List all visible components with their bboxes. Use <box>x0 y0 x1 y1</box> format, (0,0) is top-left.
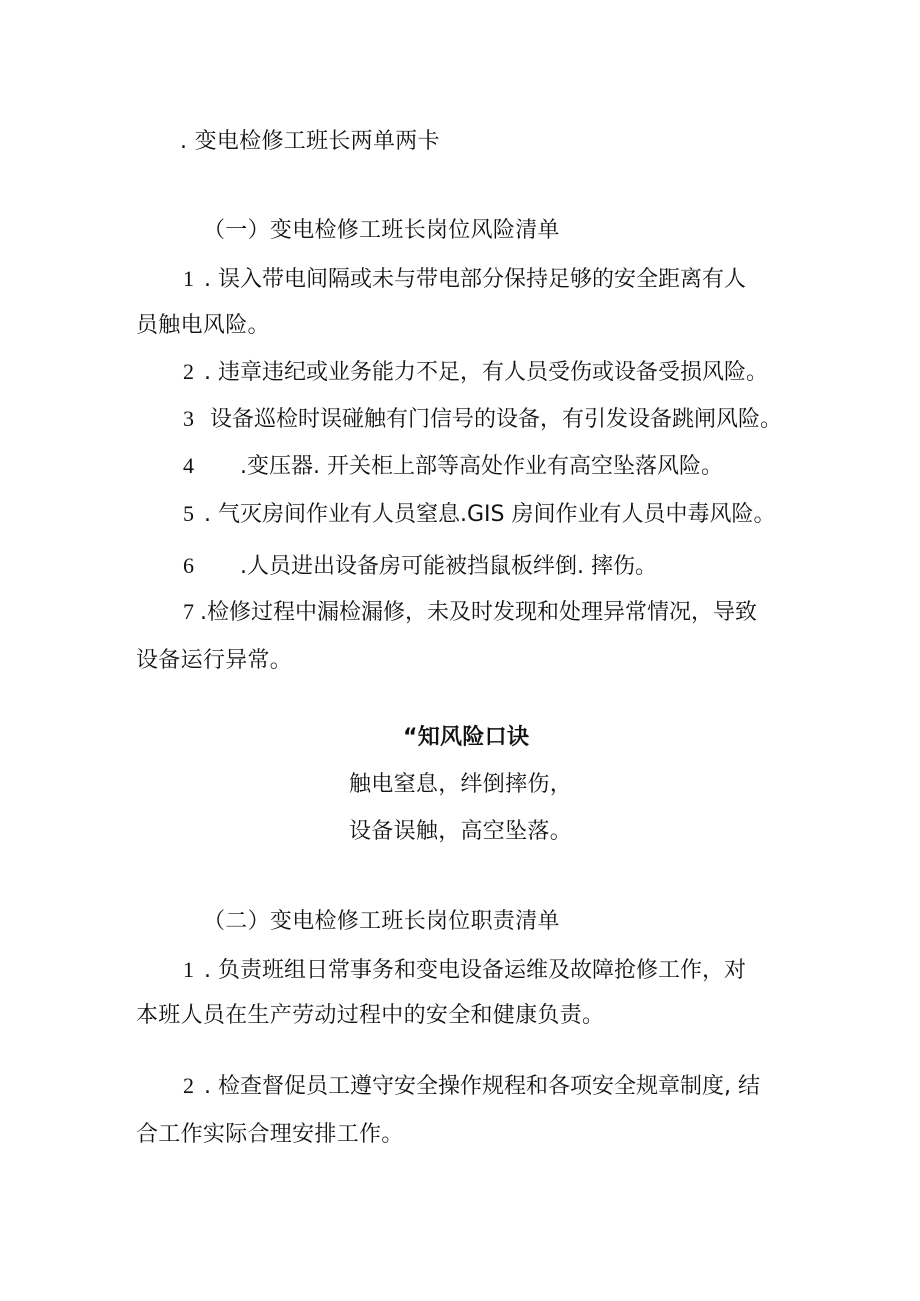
risk-item-4-number: 4 <box>183 453 194 478</box>
risk-item-7-number: 7 <box>183 599 194 624</box>
risk-item-1-text: . 误入带电间隔或未与带电部分保持足够的安全距离有人 <box>204 267 746 292</box>
mnemonic-title: “知风险口诀 <box>403 725 530 750</box>
risk-item-3-text: 设备巡检时误碰触有门信号的设备，有引发设备跳闸风险。 <box>210 407 783 432</box>
risk-item-7-continuation: 设备运行异常。 <box>136 648 293 673</box>
risk-item-3-number: 3 <box>183 406 194 431</box>
document-title: . 变电检修工班长两单两卡 <box>180 129 440 154</box>
duty-item-2-text: . 检查督促员工遵守安全操作规程和各项安全规章制度, 结 <box>204 1074 760 1099</box>
section2-heading: （二）变电检修工班长岗位职责清单 <box>203 909 560 934</box>
risk-item-7 <box>183 597 757 628</box>
risk-item-5-number: 5 <box>183 501 194 526</box>
risk-item-2 <box>183 357 768 388</box>
risk-item-4 <box>183 451 723 482</box>
duty-item-1-text: . 负责班组日常事务和变电设备运维及故障抢修工作，对 <box>204 958 746 983</box>
risk-item-1-continuation: 员触电风险。 <box>136 313 270 338</box>
risk-item-2-number: 2 <box>183 359 194 384</box>
risk-item-7-text: .检修过程中漏检漏修，未及时发现和处理异常情况，导致 <box>200 600 757 625</box>
risk-item-4-text: .变压器. 开关柜上部等高处作业有高空坠落风险。 <box>240 454 723 479</box>
risk-item-1-number: 1 <box>183 266 194 291</box>
risk-item-5 <box>183 499 775 530</box>
risk-item-1 <box>183 264 746 295</box>
duty-item-2 <box>183 1071 760 1102</box>
duty-item-1-number: 1 <box>183 957 194 982</box>
risk-item-5-text: . 气灭房间作业有人员窒息.GIS 房间作业有人员中毒风险。 <box>204 502 776 527</box>
risk-item-6 <box>183 551 657 582</box>
risk-item-3 <box>183 404 782 435</box>
duty-item-2-continuation: 合工作实际合理安排工作。 <box>136 1122 404 1147</box>
duty-item-2-number: 2 <box>183 1073 194 1098</box>
risk-item-2-text: . 违章违纪或业务能力不足，有人员受伤或设备受损风险。 <box>204 360 768 385</box>
mnemonic-line-1: 触电窒息，绊倒摔伤， <box>349 772 573 797</box>
section1-heading: （一）变电检修工班长岗位风险清单 <box>203 218 560 243</box>
risk-item-6-number: 6 <box>183 553 194 578</box>
mnemonic-line-2: 设备误触，高空坠落。 <box>349 819 573 844</box>
duty-item-1-continuation: 本班人员在生产劳动过程中的安全和健康负责。 <box>136 1003 605 1028</box>
duty-item-1 <box>183 955 746 986</box>
risk-item-6-text: .人员进出设备房可能被挡鼠板绊倒. 摔伤。 <box>240 554 657 579</box>
